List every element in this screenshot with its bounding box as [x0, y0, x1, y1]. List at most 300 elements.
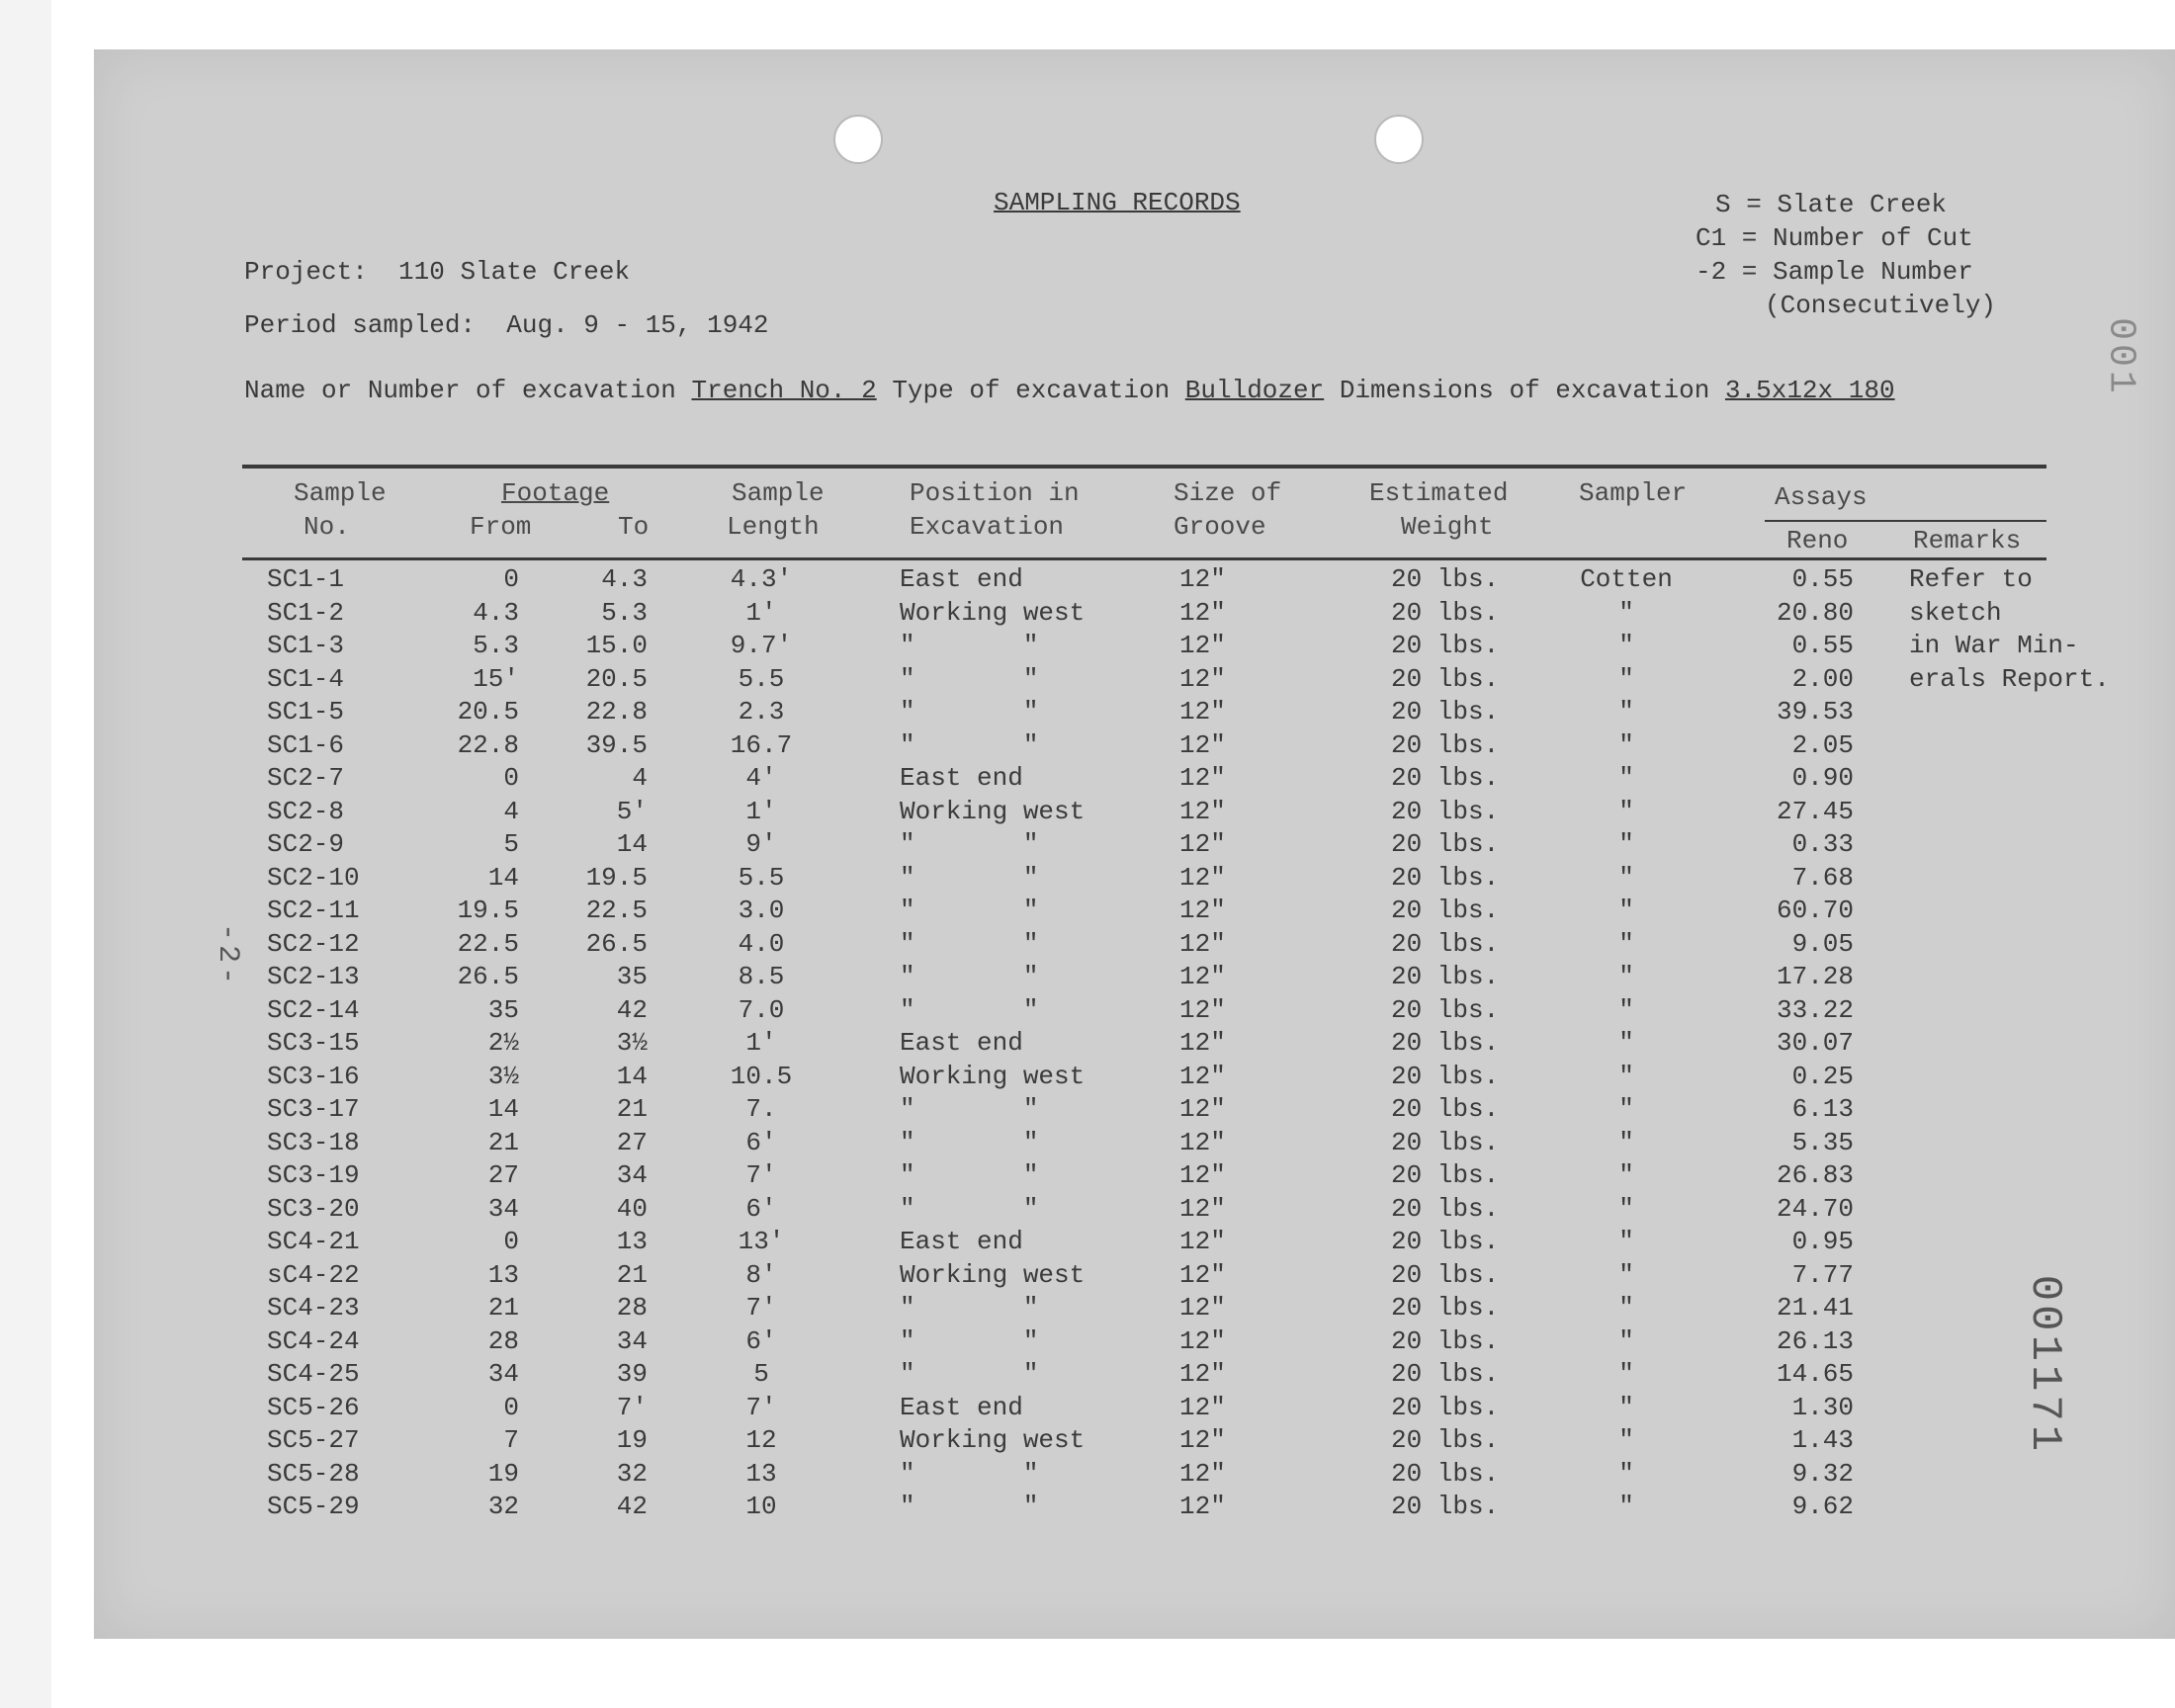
header-weight: Weight [1401, 512, 1494, 542]
excavation-name-value: Trench No. 2 [691, 376, 877, 405]
cell-weight: 20 lbs. [1391, 1160, 1500, 1190]
cell-from: 2½ [487, 1028, 519, 1058]
table-row [94, 1325, 2175, 1358]
cell-groove: 12" [1179, 928, 1226, 959]
cell-groove: 12" [1179, 1193, 1226, 1224]
cell-no: SC2-9 [267, 829, 345, 859]
cell-pos: " " [900, 829, 1039, 859]
cell-weight: 20 lbs. [1391, 1028, 1500, 1058]
cell-groove: 12" [1179, 663, 1226, 694]
cell-from: 5 [503, 829, 519, 859]
cell-weight: 20 lbs. [1391, 862, 1500, 893]
cell-sampler: " [1618, 763, 1634, 793]
cell-from: 4 [503, 796, 519, 826]
cell-reno: 17.28 [1776, 962, 1854, 991]
cell-reno: 0.33 [1791, 829, 1854, 859]
cell-reno: 39.53 [1776, 697, 1854, 726]
cell-groove: 12" [1179, 862, 1226, 893]
excavation-name-label: Name or Number of excavation [244, 376, 676, 405]
cell-len: 4' [745, 763, 777, 793]
cell-reno: 1.43 [1791, 1425, 1854, 1455]
cell-sampler: " [1618, 1259, 1634, 1290]
cell-from: 14 [487, 862, 519, 893]
period-field [244, 310, 769, 340]
header-sample-length: Sample [732, 478, 825, 508]
cell-to: 26.5 [585, 928, 648, 959]
excavation-type-value: Bulldozer [1184, 376, 1325, 405]
table-top-rule [242, 465, 2046, 469]
header-assays: Assays [1775, 482, 1868, 512]
cell-no: SC1-6 [267, 729, 345, 760]
legend-line: -2 = Sample Number [1696, 257, 1973, 287]
table-row [94, 928, 2175, 961]
cell-no: SC2-13 [267, 962, 360, 991]
cell-len: 7' [745, 1392, 777, 1422]
cell-weight: 20 lbs. [1391, 1227, 1500, 1256]
cell-len: 3.0 [738, 896, 785, 925]
cell-sampler: " [1618, 729, 1634, 760]
header-sample-no: No. [304, 512, 350, 542]
cell-pos: " " [900, 994, 1039, 1025]
cell-groove: 12" [1179, 1160, 1226, 1190]
dimensions-value: 3.5x12x 180 [1724, 376, 1895, 405]
cell-groove: 12" [1179, 1492, 1226, 1521]
table-row [94, 994, 2175, 1027]
cell-pos: Working west [900, 796, 1086, 826]
cell-sampler: " [1618, 862, 1634, 893]
cell-no: SC4-21 [267, 1227, 360, 1256]
cell-pos: " " [900, 1127, 1039, 1157]
cell-from: 0 [503, 1227, 519, 1256]
cell-to: 4 [632, 763, 648, 793]
cell-sampler: " [1618, 1359, 1634, 1389]
cell-len: 7. [745, 1094, 777, 1124]
cell-from: 21 [487, 1293, 519, 1323]
excavation-type-label: Type of excavation [892, 376, 1171, 405]
cell-no: SC5-27 [267, 1425, 360, 1455]
cell-pos: " " [900, 1458, 1039, 1489]
table-row [94, 1259, 2175, 1292]
table-row [94, 1226, 2175, 1258]
cell-weight: 20 lbs. [1391, 1127, 1500, 1157]
cell-weight: 20 lbs. [1391, 729, 1500, 760]
cell-len: 7' [745, 1293, 777, 1323]
cell-reno: 7.77 [1791, 1259, 1854, 1290]
cell-sampler: " [1618, 896, 1634, 925]
cell-pos: " " [900, 1193, 1039, 1224]
table-row [94, 895, 2175, 927]
cell-from: 34 [487, 1193, 519, 1224]
table-row [94, 1392, 2175, 1424]
cell-no: SC2-7 [267, 763, 345, 793]
cell-no: sC4-22 [267, 1259, 360, 1290]
cell-reno: 0.55 [1791, 564, 1854, 594]
cell-len: 9' [745, 829, 777, 859]
cell-sampler: " [1618, 1193, 1634, 1224]
table-row [94, 1458, 2175, 1491]
table-row [94, 663, 2175, 696]
table-row [94, 796, 2175, 828]
cell-groove: 12" [1179, 1325, 1226, 1356]
cell-weight: 20 lbs. [1391, 697, 1500, 726]
cell-groove: 12" [1179, 763, 1226, 793]
cell-groove: 12" [1179, 829, 1226, 859]
edge-stamp: 001 [2099, 317, 2142, 397]
cell-to: 5.3 [601, 597, 648, 628]
cell-len: 5 [753, 1359, 769, 1389]
cell-remarks: in War Min- [1909, 631, 2079, 660]
scan-border [0, 0, 51, 1708]
cell-weight: 20 lbs. [1391, 1293, 1500, 1323]
cell-no: SC3-18 [267, 1127, 360, 1157]
cell-to: 32 [616, 1458, 648, 1489]
assays-rule [1765, 520, 2046, 522]
cell-weight: 20 lbs. [1391, 829, 1500, 859]
cell-reno: 9.62 [1791, 1492, 1854, 1521]
period-label: Period sampled: [244, 310, 477, 340]
legend-line: S = Slate Creek [1715, 190, 1948, 219]
cell-weight: 20 lbs. [1391, 1259, 1500, 1290]
cell-groove: 12" [1179, 1061, 1226, 1091]
cell-reno: 60.70 [1776, 896, 1854, 925]
table-row [94, 762, 2175, 795]
cell-no: SC1-1 [267, 564, 345, 594]
cell-weight: 20 lbs. [1391, 1458, 1500, 1489]
cell-sampler: " [1618, 663, 1634, 694]
cell-pos: " " [900, 962, 1039, 991]
cell-pos: " " [900, 729, 1039, 760]
cell-from: 5.3 [473, 631, 519, 660]
cell-reno: 24.70 [1776, 1193, 1854, 1224]
cell-weight: 20 lbs. [1391, 763, 1500, 793]
cell-from: 20.5 [457, 697, 519, 726]
table-row [94, 1292, 2175, 1324]
cell-from: 0 [503, 1392, 519, 1422]
cell-len: 5.5 [738, 862, 785, 893]
cell-groove: 12" [1179, 1392, 1226, 1422]
table-row [94, 1193, 2175, 1226]
cell-sampler: " [1618, 1325, 1634, 1356]
cell-len: 6' [745, 1193, 777, 1224]
cell-groove: 12" [1179, 962, 1226, 991]
cell-from: 19.5 [457, 896, 519, 925]
cell-groove: 12" [1179, 631, 1226, 660]
header-groove: Groove [1174, 512, 1266, 542]
cell-no: SC3-20 [267, 1193, 360, 1224]
table-header-rule [242, 557, 2046, 560]
cell-no: SC2-14 [267, 994, 360, 1025]
cell-weight: 20 lbs. [1391, 1325, 1500, 1356]
cell-sampler: " [1618, 1293, 1634, 1323]
cell-no: SC5-26 [267, 1392, 360, 1422]
cell-sampler: " [1618, 994, 1634, 1025]
cell-weight: 20 lbs. [1391, 896, 1500, 925]
period-value: Aug. 9 - 15, 1942 [506, 310, 769, 340]
cell-reno: 0.95 [1791, 1227, 1854, 1256]
cell-len: 13 [745, 1458, 777, 1489]
cell-no: SC4-24 [267, 1325, 360, 1356]
cell-to: 13 [616, 1227, 648, 1256]
cell-pos: East end [900, 564, 1023, 594]
cell-reno: 27.45 [1776, 796, 1854, 826]
cell-weight: 20 lbs. [1391, 597, 1500, 628]
table-row [94, 597, 2175, 630]
cell-no: SC1-5 [267, 697, 345, 726]
cell-no: SC4-25 [267, 1359, 360, 1389]
cell-reno: 0.55 [1791, 631, 1854, 660]
table-row [94, 563, 2175, 596]
cell-reno: 2.05 [1791, 729, 1854, 760]
cell-to: 39.5 [585, 729, 648, 760]
cell-to: 7' [616, 1392, 648, 1422]
cell-sampler: " [1618, 1127, 1634, 1157]
cell-len: 1' [745, 597, 777, 628]
header-from: From [470, 512, 532, 542]
cell-len: 2.3 [738, 697, 785, 726]
cell-sampler: " [1618, 631, 1634, 660]
cell-to: 5' [616, 796, 648, 826]
cell-from: 27 [487, 1160, 519, 1190]
cell-pos: " " [900, 1492, 1039, 1521]
cell-groove: 12" [1179, 597, 1226, 628]
cell-no: SC2-8 [267, 796, 345, 826]
cell-from: 28 [487, 1325, 519, 1356]
cell-sampler: " [1618, 1425, 1634, 1455]
header-reno: Reno [1786, 526, 1849, 555]
punch-hole-left [833, 115, 883, 164]
cell-len: 6' [745, 1127, 777, 1157]
cell-len: 16.7 [730, 729, 793, 760]
cell-groove: 12" [1179, 1127, 1226, 1157]
cell-from: 4.3 [473, 597, 519, 628]
cell-from: 19 [487, 1458, 519, 1489]
cell-pos: Working west [900, 1425, 1086, 1455]
cell-no: SC4-23 [267, 1293, 360, 1323]
table-row [94, 1127, 2175, 1159]
cell-no: SC3-16 [267, 1061, 360, 1091]
header-sample-length: Length [727, 512, 820, 542]
cell-no: SC3-17 [267, 1094, 360, 1124]
cell-from: 14 [487, 1094, 519, 1124]
cell-pos: " " [900, 1359, 1039, 1389]
table-row [94, 630, 2175, 662]
cell-len: 7.0 [738, 994, 785, 1025]
cell-no: SC3-19 [267, 1160, 360, 1190]
cell-groove: 12" [1179, 564, 1226, 594]
cell-from: 34 [487, 1359, 519, 1389]
cell-to: 21 [616, 1094, 648, 1124]
header-footage: Footage [501, 478, 610, 508]
cell-weight: 20 lbs. [1391, 663, 1500, 694]
cell-len: 7' [745, 1160, 777, 1190]
cell-groove: 12" [1179, 1425, 1226, 1455]
cell-len: 1' [745, 1028, 777, 1058]
cell-no: SC2-11 [267, 896, 360, 925]
cell-from: 26.5 [457, 962, 519, 991]
cell-sampler: " [1618, 1028, 1634, 1058]
cell-no: SC2-10 [267, 862, 360, 893]
cell-reno: 21.41 [1776, 1293, 1854, 1323]
cell-groove: 12" [1179, 729, 1226, 760]
cell-from: 0 [503, 564, 519, 594]
cell-sampler: " [1618, 829, 1634, 859]
table-row [94, 1093, 2175, 1126]
cell-from: 15' [473, 663, 519, 694]
header-position: Excavation [910, 512, 1065, 542]
cell-remarks: Refer to [1909, 564, 2033, 594]
cell-to: 21 [616, 1259, 648, 1290]
header-to: To [618, 512, 650, 542]
cell-sampler: Cotten [1580, 564, 1673, 594]
cell-to: 35 [616, 962, 648, 991]
cell-weight: 20 lbs. [1391, 1061, 1500, 1091]
header-groove: Size of [1174, 478, 1282, 508]
cell-weight: 20 lbs. [1391, 1094, 1500, 1124]
header-sample-no: Sample [294, 478, 387, 508]
cell-groove: 12" [1179, 1359, 1226, 1389]
cell-to: 34 [616, 1160, 648, 1190]
cell-from: 22.5 [457, 928, 519, 959]
table-row [94, 729, 2175, 762]
cell-from: 21 [487, 1127, 519, 1157]
cell-reno: 9.32 [1791, 1458, 1854, 1489]
cell-pos: East end [900, 1392, 1023, 1422]
cell-pos: " " [900, 896, 1039, 925]
cell-reno: 26.83 [1776, 1160, 1854, 1190]
cell-to: 40 [616, 1193, 648, 1224]
cell-to: 42 [616, 994, 648, 1025]
legend-line: C1 = Number of Cut [1696, 223, 1973, 253]
cell-pos: " " [900, 1094, 1039, 1124]
cell-sampler: " [1618, 1492, 1634, 1521]
document-title: SAMPLING RECORDS [994, 188, 1241, 217]
cell-to: 27 [616, 1127, 648, 1157]
cell-weight: 20 lbs. [1391, 631, 1500, 660]
cell-no: SC1-2 [267, 597, 345, 628]
cell-to: 14 [616, 1061, 648, 1091]
cell-no: SC2-12 [267, 928, 360, 959]
cell-to: 22.8 [585, 697, 648, 726]
cell-to: 3½ [616, 1028, 648, 1058]
cell-pos: East end [900, 763, 1023, 793]
cell-weight: 20 lbs. [1391, 962, 1500, 991]
cell-no: SC3-15 [267, 1028, 360, 1058]
cell-pos: " " [900, 928, 1039, 959]
cell-groove: 12" [1179, 1458, 1226, 1489]
margin-mark: -2- [211, 922, 245, 989]
cell-no: SC5-29 [267, 1492, 360, 1521]
cell-remarks: sketch [1909, 597, 2002, 628]
table-row [94, 1159, 2175, 1192]
cell-sampler: " [1618, 928, 1634, 959]
cell-weight: 20 lbs. [1391, 1492, 1500, 1521]
cell-len: 4.3' [730, 564, 793, 594]
cell-reno: 20.80 [1776, 597, 1854, 628]
margin-stamp: 001171 [2020, 1274, 2070, 1456]
cell-from: 0 [503, 763, 519, 793]
cell-sampler: " [1618, 1160, 1634, 1190]
cell-len: 10.5 [730, 1061, 793, 1091]
cell-pos: " " [900, 663, 1039, 694]
cell-pos: " " [900, 1325, 1039, 1356]
cell-weight: 20 lbs. [1391, 1359, 1500, 1389]
cell-from: 7 [503, 1425, 519, 1455]
table-row [94, 961, 2175, 993]
cell-sampler: " [1618, 1392, 1634, 1422]
cell-no: SC1-4 [267, 663, 345, 694]
cell-from: 13 [487, 1259, 519, 1290]
excavation-line [244, 376, 1895, 405]
cell-groove: 12" [1179, 796, 1226, 826]
project-value: 110 Slate Creek [398, 257, 631, 287]
header-remarks: Remarks [1913, 526, 2022, 555]
project-field [244, 257, 630, 287]
cell-sampler: " [1618, 1458, 1634, 1489]
cell-to: 22.5 [585, 896, 648, 925]
cell-sampler: " [1618, 1061, 1634, 1091]
header-weight: Estimated [1369, 478, 1509, 508]
cell-groove: 12" [1179, 1293, 1226, 1323]
cell-from: 22.8 [457, 729, 519, 760]
cell-remarks: erals Report. [1909, 663, 2110, 694]
cell-reno: 33.22 [1776, 994, 1854, 1025]
cell-pos: East end [900, 1028, 1023, 1058]
cell-groove: 12" [1179, 994, 1226, 1025]
cell-from: 32 [487, 1492, 519, 1521]
table-row [94, 1027, 2175, 1060]
cell-reno: 30.07 [1776, 1028, 1854, 1058]
cell-len: 10 [745, 1492, 777, 1521]
cell-pos: " " [900, 697, 1039, 726]
cell-pos: " " [900, 862, 1039, 893]
cell-to: 20.5 [585, 663, 648, 694]
cell-from: 3½ [487, 1061, 519, 1091]
cell-to: 34 [616, 1325, 648, 1356]
cell-len: 12 [745, 1425, 777, 1455]
cell-reno: 6.13 [1791, 1094, 1854, 1124]
cell-groove: 12" [1179, 697, 1226, 726]
cell-groove: 12" [1179, 1259, 1226, 1290]
cell-sampler: " [1618, 597, 1634, 628]
cell-weight: 20 lbs. [1391, 796, 1500, 826]
document-sheet [94, 49, 2175, 1639]
cell-reno: 0.25 [1791, 1061, 1854, 1091]
legend-line: (Consecutively) [1765, 291, 1997, 320]
cell-len: 1' [745, 796, 777, 826]
table-row [94, 1358, 2175, 1391]
cell-len: 8' [745, 1259, 777, 1290]
dimensions-label: Dimensions of excavation [1339, 376, 1710, 405]
cell-to: 19 [616, 1425, 648, 1455]
table-row [94, 862, 2175, 895]
header-position: Position in [910, 478, 1080, 508]
cell-weight: 20 lbs. [1391, 564, 1500, 594]
cell-len: 5.5 [738, 663, 785, 694]
cell-pos: Working west [900, 1259, 1086, 1290]
cell-to: 4.3 [601, 564, 648, 594]
cell-sampler: " [1618, 962, 1634, 991]
project-label: Project: [244, 257, 368, 287]
cell-groove: 12" [1179, 896, 1226, 925]
cell-pos: Working west [900, 1061, 1086, 1091]
cell-sampler: " [1618, 697, 1634, 726]
cell-pos: " " [900, 631, 1039, 660]
cell-weight: 20 lbs. [1391, 928, 1500, 959]
cell-reno: 2.00 [1791, 663, 1854, 694]
cell-to: 19.5 [585, 862, 648, 893]
table-row [94, 828, 2175, 861]
cell-sampler: " [1618, 796, 1634, 826]
